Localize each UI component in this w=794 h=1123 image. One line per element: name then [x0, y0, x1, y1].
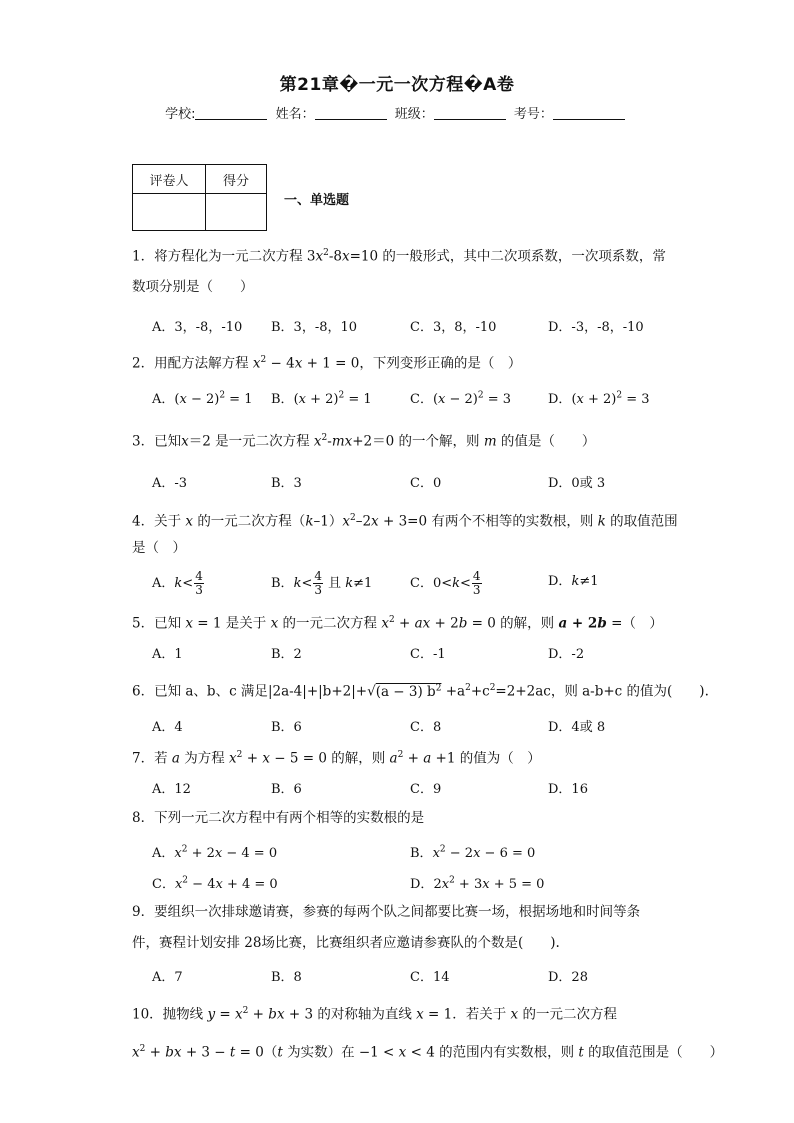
- q7-option-d[interactable]: D．16: [548, 782, 588, 797]
- class-field[interactable]: [434, 107, 506, 120]
- id-label: 考号：: [513, 107, 553, 122]
- q1-option-c[interactable]: C．3，8，-10: [410, 320, 497, 335]
- q9-option-c[interactable]: C．14: [410, 970, 450, 985]
- question-4-line2: 是（ ）: [132, 540, 186, 556]
- question-7: 7．若 a 为方程 $x^2 + x - 5 = 0$ 的解，则 $a^2 + a +1$ 的值为（ ）: [132, 750, 541, 767]
- q4-option-c[interactable]: C．0<k< $\frac{4}{3}$: [410, 569, 481, 597]
- question-6: 6．已知 a、b、c 满足|2a-4|+|b+2|+√(a − 3) $b^2 +a^2+c^2=2+2ac$，则 a-b+c 的值为( ).: [132, 683, 709, 700]
- q5-option-b[interactable]: B．2: [271, 647, 302, 662]
- q7-option-a[interactable]: A．12: [152, 782, 191, 797]
- school-field[interactable]: [195, 107, 267, 120]
- page-title: 第21章�一元一次方程�A卷: [279, 75, 515, 95]
- q1-text-a: 1．将方程化为一元二次方程 3: [132, 248, 316, 265]
- q1-option-b[interactable]: B．3，-8，10: [271, 320, 358, 335]
- question-9-line2: 件，赛程计划安排 28场比赛，比赛组织者应邀请参赛队的个数是( ).: [132, 935, 560, 951]
- question-2: 2．用配方法解方程 $x^2 - 4x + 1 = 0$，下列变形正确的是（ ）: [132, 355, 522, 372]
- grader-cell[interactable]: [133, 194, 206, 231]
- question-4: 4．关于 x 的一元二次方程$(k-1)x^2-2x + 3=0$ 有两个不相等的实数根，则 k 的取值范围: [132, 513, 678, 530]
- question-10: 10．抛物线 $y = x^2$ + bx + 3 的对称轴为直线 x = 1．若关于 x 的一元二次方程: [132, 1006, 617, 1023]
- q2-option-a[interactable]: A．$(x - 2)^2 = 1$: [152, 390, 253, 407]
- q3-text: 3．已知: [132, 433, 182, 450]
- question-1-line2: 数项分别是（ ）: [132, 279, 254, 295]
- q4-option-d[interactable]: D．k≠1: [548, 574, 599, 589]
- q5-option-d[interactable]: D．-2: [548, 647, 585, 662]
- q6-option-a[interactable]: A．4: [152, 720, 183, 735]
- q3-option-a[interactable]: A．-3: [152, 476, 188, 491]
- q2-tail: ，下列变形正确的是（ ）: [359, 355, 522, 372]
- q8-option-c[interactable]: C．$x^2 - 4x + 4 = 0$: [152, 875, 278, 892]
- q2-option-c[interactable]: C．$(x - 2)^2 = 3$: [410, 390, 512, 407]
- q3-option-c[interactable]: C．0: [410, 476, 442, 491]
- q5-option-a[interactable]: A．1: [152, 647, 183, 662]
- q3-option-b[interactable]: B．3: [271, 476, 302, 491]
- section-heading: 一、单选题: [284, 193, 350, 208]
- score-table: [132, 164, 267, 231]
- school-label: 学校:: [165, 107, 196, 122]
- q4-option-a[interactable]: A．k< $\frac{4}{3}$: [152, 569, 203, 597]
- q2-option-d[interactable]: D．$(x + 2)^2 = 3$: [548, 390, 650, 407]
- q9-option-d[interactable]: D．28: [548, 970, 588, 985]
- q6-option-d[interactable]: D．4或 8: [548, 720, 606, 735]
- q6-option-b[interactable]: B．6: [271, 720, 302, 735]
- question-3: 3．已知x＝2 是一元二次方程 $x^2-mx+2=0$ 的一个解，则 m 的值是（ ）: [132, 433, 596, 450]
- question-10-line2: $x^2$ + bx + 3 − t = 0（t 为实数）在 −1 < x < 4 的范围内有实数根，则 t 的取值范围是（ ）: [132, 1044, 724, 1061]
- q7-option-b[interactable]: B．6: [271, 782, 302, 797]
- q6-option-c[interactable]: C．8: [410, 720, 442, 735]
- q9-option-a[interactable]: A．7: [152, 970, 183, 985]
- question-5: 5．已知 x = 1 是关于 x 的一元二次方程 $x^2$ + ax + 2b = 0 的解，则 a + 2b =（ ）: [132, 615, 663, 632]
- q7-option-c[interactable]: C．9: [410, 782, 442, 797]
- id-field[interactable]: [553, 107, 625, 120]
- question-1: 1．将方程化为一元二次方程 $3x^2-8x=10$ 的一般形式，其中二次项系数，一次项系数，常: [132, 248, 666, 265]
- q5-option-c[interactable]: C．-1: [410, 647, 446, 662]
- q8-option-b[interactable]: B．$x^2 - 2x - 6 = 0$: [410, 844, 536, 861]
- q2-text: 2．用配方法解方程: [132, 355, 249, 372]
- q8-option-d[interactable]: D．$2x^2 + 3x + 5 = 0$: [410, 875, 545, 892]
- class-label: 班级：: [394, 107, 434, 122]
- q4-option-b[interactable]: B．k< $\frac{4}{3}$ 且 k≠1: [271, 569, 373, 597]
- q1-option-a[interactable]: A．3，-8，-10: [152, 320, 243, 335]
- score-header: 得分: [206, 165, 267, 194]
- q2-option-b[interactable]: B．$(x + 2)^2 = 1$: [271, 390, 372, 407]
- score-cell[interactable]: [206, 194, 267, 231]
- student-info-line: [0, 103, 794, 122]
- question-9: 9．要组织一次排球邀请赛，参赛的每两个队之间都要比赛一场，根据场地和时间等条: [132, 904, 641, 920]
- name-label: 姓名：: [275, 107, 315, 122]
- q8-option-a[interactable]: A．$x^2 + 2x - 4 = 0$: [152, 844, 278, 861]
- name-field[interactable]: [315, 107, 387, 120]
- q9-option-b[interactable]: B．8: [271, 970, 302, 985]
- q1-option-d[interactable]: D．-3，-8，-10: [548, 320, 644, 335]
- grader-header: 评卷人: [133, 165, 206, 194]
- q1-text-b: 的一般形式，其中二次项系数，一次项系数，常: [382, 248, 666, 265]
- q3-option-d[interactable]: D．0或 3: [548, 476, 606, 491]
- question-8: 8．下列一元二次方程中有两个相等的实数根的是: [132, 810, 425, 826]
